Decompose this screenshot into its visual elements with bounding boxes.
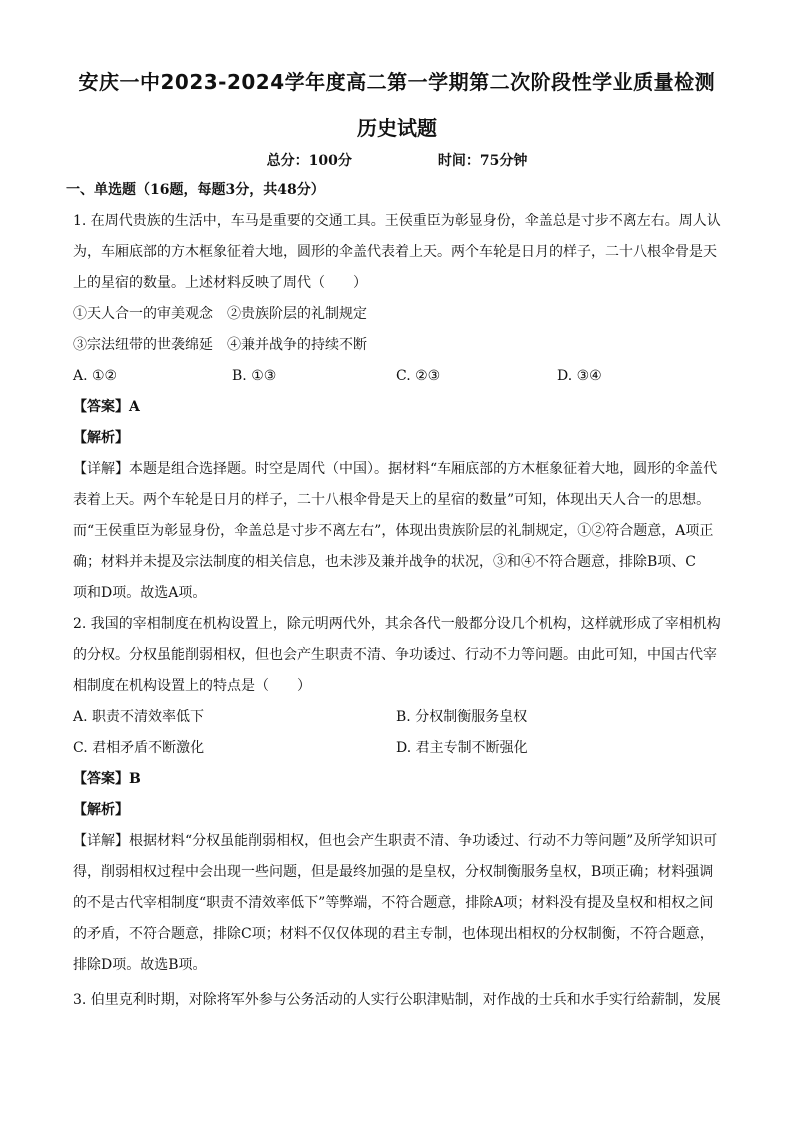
q2-detail-line: 【详解】根据材料“分权虽能削弱相权，但也会产生职责不清、争功诿过、行动不力等问题”及所学知识可 — [73, 833, 718, 849]
total-score: 总分：100分 — [266, 153, 352, 169]
q2-detail-line: 排除D项。故选B项。 — [73, 957, 207, 973]
document-subtitle: 历史试题 — [357, 116, 437, 140]
q1-stem-line: 为，车厢底部的方木框象征着大地，圆形的伞盖代表着上天。两个车轮是日月的样子，二十八根伞骨是天 — [73, 244, 717, 260]
q1-answer: 【答案】A — [73, 399, 140, 415]
q1-stem-line: 1. 在周代贵族的生活中，车马是重要的交通工具。王侯重臣为彰显身份，伞盖总是寸步不离左右。周人认 — [73, 213, 721, 229]
q2-stem-line: 2. 我国的宰相制度在机构设置上，除元明两代外，其余各代一般都分设几个机构，这样就形成了宰相机构 — [73, 616, 721, 632]
q1-option-d: D. ③④ — [557, 368, 602, 384]
q1-detail-line: 表着上天。两个车轮是日月的样子，二十八根伞骨是天上的星宿的数量”可知，体现出天人合一的思想。 — [73, 492, 711, 508]
q2-option-d: D. 君主专制不断强化 — [396, 740, 528, 756]
q2-detail-line: 得，削弱相权过程中会出现一些问题，但是最终加强的是皇权，分权制衡服务皇权，B项正确；材料强调 — [73, 864, 714, 880]
q1-detail-line: 项和D项。故选A项。 — [73, 585, 207, 601]
q1-option-c: C. ②③ — [396, 368, 441, 384]
q1-detail-line: 而“王侯重臣为彰显身份，伞盖总是寸步不离左右”，体现出贵族阶层的礼制规定，①②符合题意，A项正 — [73, 523, 714, 539]
q1-item-line: ③宗法纽带的世袭绵延 ④兼并战争的持续不断 — [73, 337, 367, 353]
q2-answer: 【答案】B — [73, 771, 141, 787]
q1-detail-line: 【详解】本题是组合选择题。时空是周代（中国）。据材料“车厢底部的方木框象征着大地，圆形的伞盖代 — [73, 461, 718, 477]
q2-option-a: A. 职责不清效率低下 — [73, 709, 205, 725]
q2-analysis-label: 【解析】 — [73, 802, 129, 818]
exam-time: 时间：75分钟 — [437, 153, 528, 169]
q1-option-b: B. ①③ — [232, 368, 277, 384]
q2-option-c: C. 君相矛盾不断激化 — [73, 740, 205, 756]
q1-option-a: A. ①② — [73, 368, 118, 384]
q2-detail-line: 的不是古代宰相制度“职责不清效率低下”等弊端，不符合题意，排除A项；材料没有提及皇权和相权之间 — [73, 895, 714, 911]
q3-stem-line: 3. 伯里克利时期，对除将军外参与公务活动的人实行公职津贴制，对作战的士兵和水手实行给薪制，发展 — [73, 992, 721, 1008]
q2-detail-line: 的矛盾，不符合题意，排除C项；材料不仅仅体现的君主专制，也体现出相权的分权制衡，不符合题意， — [73, 926, 714, 942]
document-title: 安庆一中2023-2024学年度高二第一学期第二次阶段性学业质量检测 — [78, 70, 716, 94]
q1-item-line: ①天人合一的审美观念 ②贵族阶层的礼制规定 — [73, 306, 367, 322]
q1-analysis-label: 【解析】 — [73, 430, 129, 446]
q1-detail-line: 确；材料并未提及宗法制度的相关信息，也未涉及兼并战争的状况，③和④不符合题意，排除B项、C — [73, 554, 696, 570]
exam-meta — [0, 150, 794, 170]
q2-stem-line: 相制度在机构设置上的特点是（ ） — [73, 678, 311, 694]
q1-stem-line: 上的星宿的数量。上述材料反映了周代（ ） — [73, 275, 367, 291]
section-heading: 一、单选题（16题，每题3分，共48分） — [66, 182, 325, 198]
q2-option-b: B. 分权制衡服务皇权 — [396, 709, 528, 725]
q2-stem-line: 的分权。分权虽能削弱相权，但也会产生职责不清、争功诿过、行动不力等问题。由此可知，中国古代宰 — [73, 647, 717, 663]
